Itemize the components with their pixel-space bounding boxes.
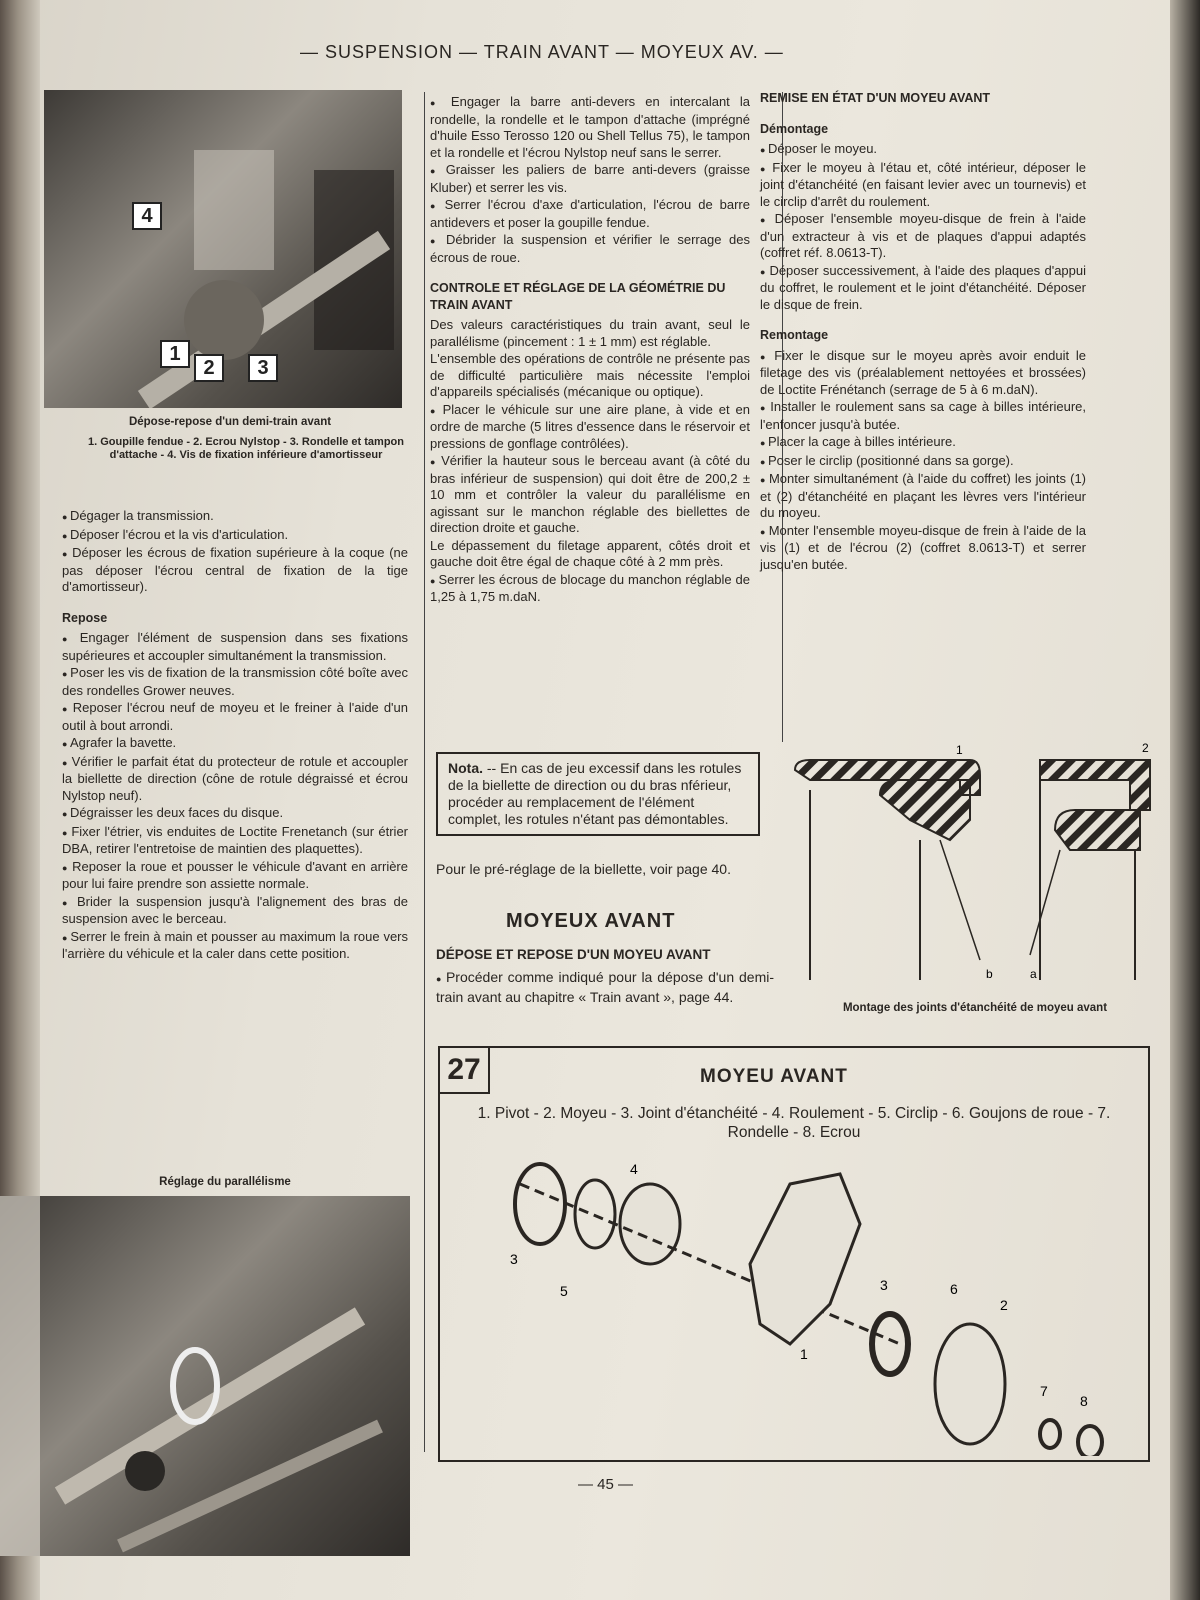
- figure-number: 27: [440, 1048, 490, 1094]
- column-2: [430, 94, 750, 607]
- list-item: ● Placer la cage à billes intérieure.: [760, 434, 1086, 452]
- figure-label: 5: [560, 1283, 568, 1299]
- list-item: ● Monter l'ensemble moyeu-disque de frein à l'aide de la vis (1) et de l'écrou (2) (coffret 8.0613-T) et serrer jusqu'en butée.: [760, 523, 1086, 574]
- list-item: ● Serrer les écrous de blocage du manchon réglable de 1,25 à 1,75 m.daN.: [430, 572, 750, 606]
- diagram-label: a: [1030, 967, 1037, 981]
- list-item: ● Déposer successivement, à l'aide des plaques d'appui du coffret, le roulement et le joint d'étanchéité. Déposer le disque de frein.: [760, 263, 1086, 314]
- list-item: ● Vérifier le parfait état du protecteur de rotule et accoupler la biellette de direction (cône de rotule dégraissé et écrou Nylstop neuf).: [62, 754, 408, 805]
- page-header: — SUSPENSION — TRAIN AVANT — MOYEUX AV. —: [300, 42, 784, 62]
- paragraph: Des valeurs caractéristiques du train avant, seul le parallélisme (pincement : 1 ± 1 mm) est réglable.: [430, 317, 750, 349]
- hub-exploded-view: [490, 1144, 1130, 1456]
- figure-label: 1: [800, 1346, 808, 1362]
- nota-box: [436, 752, 760, 836]
- list-item: ● Procéder comme indiqué pour la dépose d'un demi-train avant au chapitre « Train avant », page 44.: [436, 968, 774, 1006]
- section-heading: Repose: [62, 610, 108, 625]
- column-2-bottom: [436, 860, 766, 879]
- photo-label: 1: [160, 340, 190, 368]
- diagram-label: 2: [1142, 741, 1149, 755]
- photo-parallelisme: [0, 1196, 410, 1556]
- list-item: ● Placer le véhicule sur une aire plane, à vide et en ordre de marche (5 litres d'essence dans le réservoir et pressions de gonflage contrôlées).: [430, 402, 750, 453]
- photo2-caption: Réglage du parallélisme: [159, 1176, 291, 1188]
- seal-diagram-caption: Montage des joints d'étanchéité de moyeu avant: [842, 1002, 1108, 1014]
- list-item: ● Reposer la roue et pousser le véhicule d'avant en arrière pour lui faire prendre son assiette normale.: [62, 859, 408, 893]
- paragraph: Pour le pré-réglage de la biellette, voir page 40.: [436, 861, 731, 877]
- figure-title: MOYEU AVANT: [700, 1066, 848, 1087]
- section-heading: Remontage: [760, 328, 829, 342]
- paragraph: Le dépassement du filetage apparent, côtés droit et gauche doit être égal de chaque côté à 2 mm près.: [430, 537, 750, 569]
- figure-label: 8: [1080, 1393, 1088, 1409]
- photo-label: 3: [248, 354, 278, 382]
- list-item: ● Serrer l'écrou d'axe d'articulation, l'écrou de barre antidevers et poser la goupille fendue.: [430, 197, 750, 231]
- paragraph: L'ensemble des opérations de contrôle ne présente pas de difficulté particulière mais nécessite l'emploi d'appareils spécialisés (mécanique ou optique).: [430, 351, 750, 399]
- list-item: ● Dégraisser les deux faces du disque.: [62, 805, 408, 823]
- list-item: ● Graisser les paliers de barre anti-devers (graisse Kluber) et serrer les vis.: [430, 162, 750, 196]
- section-heading: REMISE EN ÉTAT D'UN MOYEU AVANT: [760, 91, 991, 105]
- figure-label: 4: [630, 1161, 638, 1177]
- figure-label: 6: [950, 1281, 958, 1297]
- column-1: [62, 508, 408, 964]
- list-item: ● Déposer l'écrou et la vis d'articulation.: [62, 527, 408, 545]
- photo1-caption-title: Dépose-repose d'un demi-train avant: [128, 416, 332, 428]
- column-divider: [424, 92, 425, 1452]
- figure-27-box: [438, 1046, 1150, 1462]
- nota-label: Nota.: [448, 760, 483, 776]
- list-item: ● Fixer le moyeu à l'étau et, côté intérieur, déposer le joint d'étanchéité (en faisant levier avec un tournevis) et le circlip d'arrêt du roulement.: [760, 160, 1086, 211]
- photo1-caption-text: 1. Goupille fendue - 2. Ecrou Nylstop - 3. Rondelle et tampon d'attache - 4. Vis de fixation inférieure d'amortisseur: [88, 436, 404, 461]
- list-item: ● Reposer l'écrou neuf de moyeu et le freiner à l'aide d'un outil à bout arrondi.: [62, 700, 408, 734]
- figure-label: 3: [510, 1251, 518, 1267]
- list-item: ● Dégager la transmission.: [62, 508, 408, 526]
- list-item: ● Fixer le disque sur le moyeu après avoir enduit le filetage des vis (préalablement nettoyées et brossées) de Loctite Frénétanch (serrage de 5 à 6 m.daN).: [760, 348, 1086, 399]
- page-edge: [1170, 0, 1200, 1600]
- section-heading: Démontage: [760, 121, 829, 136]
- list-item: ● Brider la suspension jusqu'à l'alignement des bras de suspension avec le berceau.: [62, 894, 408, 928]
- list-item: ● Vérifier la hauteur sous le berceau avant (à côté du bras inférieur de suspension) qui doit être de 200,2 ± 10 mm et contrôler la valeur du parallélisme en agissant sur le manchon réglable des biellettes de direction droite et gauche.: [430, 453, 750, 537]
- page-number: — 45 —: [578, 1476, 634, 1493]
- nota-text: -- En cas de jeu excessif dans les rotules de la biellette de direction ou du bras nférieur, procéder au remplacement de l'élément complet, les rotules n'étant pas démontables.: [448, 760, 742, 827]
- diagram-label: 1: [956, 743, 963, 757]
- photo-label: 2: [194, 354, 224, 382]
- list-item: ● Déposer le moyeu.: [760, 141, 1086, 159]
- seal-diagram: [790, 740, 1160, 1002]
- list-item: ● Fixer l'étrier, vis enduites de Loctite Frenetanch (sur étrier DBA, retirer l'entretoise de maintien des plaquettes).: [62, 824, 408, 858]
- photo-label: 4: [132, 202, 162, 230]
- list-item: ● Serrer le frein à main et pousser au maximum la roue vers l'arrière du véhicule et la caler dans cette position.: [62, 929, 408, 963]
- steering-illustration: [0, 1196, 410, 1556]
- list-item: ● Déposer l'ensemble moyeu-disque de frein à l'aide d'un extracteur à vis et de plaques d'appui adaptés (coffret réf. 8.0613-T).: [760, 211, 1086, 262]
- section-heading: CONTROLE ET RÉGLAGE DE LA GÉOMÉTRIE DU TRAIN AVANT: [430, 281, 726, 312]
- list-item: ● Poser les vis de fixation de la transmission côté boîte avec des rondelles Grower neuves.: [62, 665, 408, 699]
- list-item: ● Déposer les écrous de fixation supérieure à la coque (ne pas déposer l'écrou central de fixation de la tige d'amortisseur).: [62, 545, 408, 596]
- moyeux-title: MOYEUX AVANT: [506, 910, 676, 932]
- figure-label: 3: [880, 1277, 888, 1293]
- column-3: [760, 90, 1086, 574]
- figure-legend: 1. Pivot - 2. Moyeu - 3. Joint d'étanchéité - 4. Roulement - 5. Circlip - 6. Goujons de roue - 7. Rondelle - 8. Ecrou: [477, 1105, 1111, 1141]
- section-heading: DÉPOSE ET REPOSE D'UN MOYEU AVANT: [436, 947, 711, 962]
- list-item: ● Engager l'élément de suspension dans ses fixations supérieures et accoupler simultanément la transmission.: [62, 630, 408, 664]
- list-item: ● Engager la barre anti-devers en intercalant la rondelle, la rondelle et le tampon d'attache (imprégné d'huile Esso Terosso 120 ou Shell Tellus 75), le tampon et la rondelle et l'écrou Nylstop neuf sans le serrer.: [430, 94, 750, 161]
- list-item: ● Monter simultanément (à l'aide du coffret) les joints (1) et (2) d'étanchéité en plaçant les lèvres vers l'intérieur du moyeu.: [760, 471, 1086, 522]
- figure-label: 7: [1040, 1383, 1048, 1399]
- photo-demi-train: [44, 90, 402, 408]
- diagram-label: b: [986, 967, 993, 981]
- list-item: ● Poser le circlip (positionné dans sa gorge).: [760, 453, 1086, 471]
- list-item: ● Débrider la suspension et vérifier le serrage des écrous de roue.: [430, 232, 750, 266]
- list-item: ● Agrafer la bavette.: [62, 735, 408, 753]
- figure-label: 2: [1000, 1297, 1008, 1313]
- depose-section: [436, 942, 774, 1007]
- list-item: ● Installer le roulement sans sa cage à billes intérieure, l'enfoncer jusqu'à butée.: [760, 399, 1086, 433]
